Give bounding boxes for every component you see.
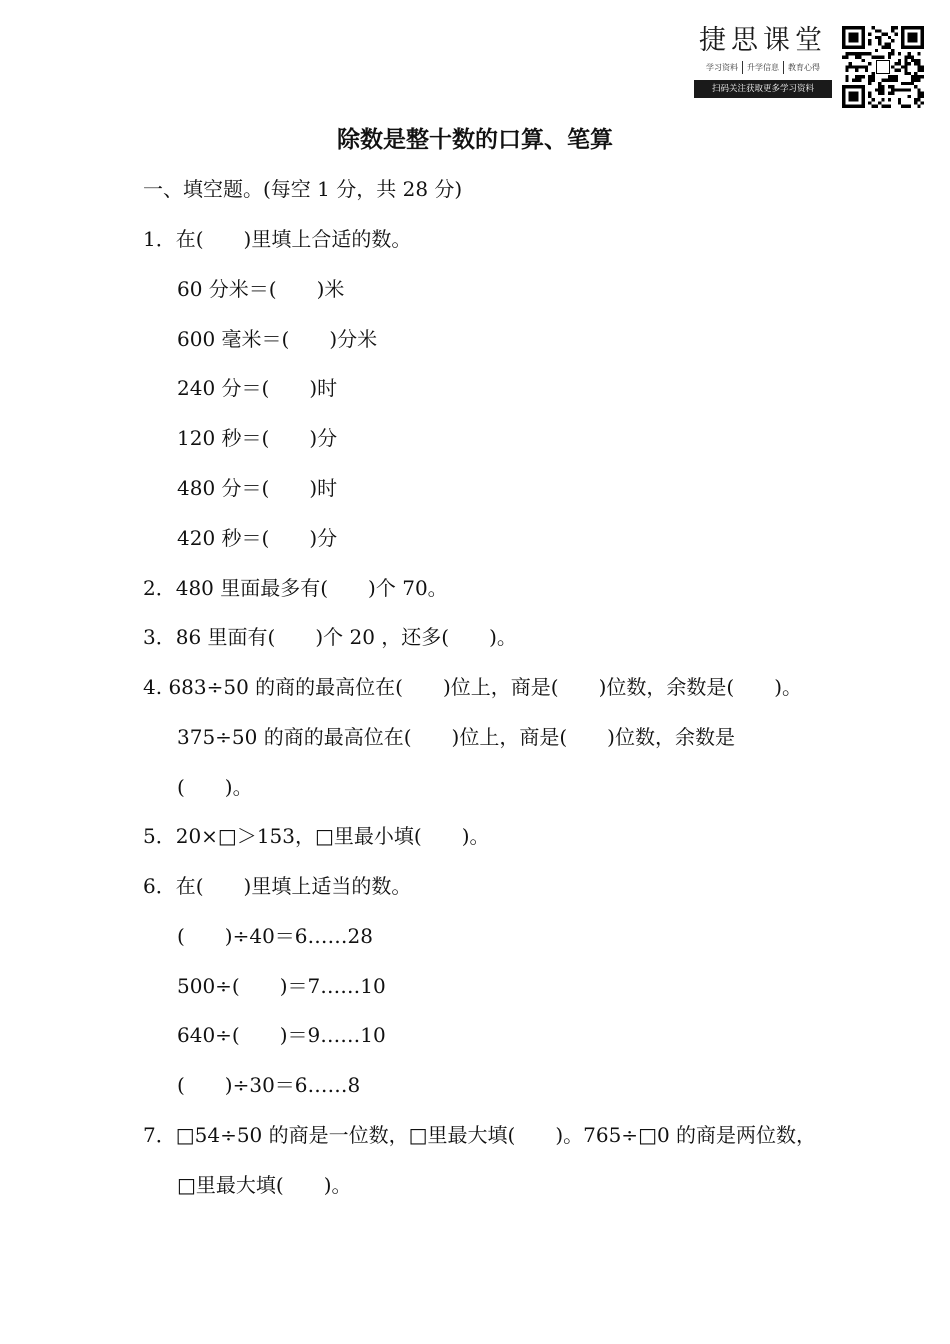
question-text: 3．86 里面有( )个 20 ，还多( )。 [143, 625, 517, 649]
question-text: ( )÷30＝6……8 [177, 1073, 361, 1097]
question-text: 480 分＝( )时 [177, 476, 338, 500]
brand-tag: 升学信息 [747, 62, 779, 72]
brand-tag: 教育心得 [788, 62, 820, 72]
question-text: 4. 683÷50 的商的最高位在( )位上，商是( )位数，余数是( )。 [143, 675, 802, 699]
question-text: 420 秒＝( )分 [177, 526, 338, 550]
question-text: 500÷( )＝7……10 [177, 974, 386, 998]
question-text: 640÷( )＝9……10 [177, 1023, 386, 1047]
brand-tags [694, 61, 832, 74]
question-text: 6．在( )里填上适当的数。 [143, 874, 412, 898]
section-heading: 一、填空题。(每空 1 分，共 28 分) [143, 177, 463, 201]
question-text: 60 分米＝( )米 [177, 277, 345, 301]
brand-tag: 学习资料 [706, 62, 738, 72]
question-text: ( )÷40＝6……28 [177, 924, 373, 948]
question-text: 5．20×□＞153，□里最小填( )。 [143, 824, 490, 848]
brand-name: 捷思课堂 [699, 25, 827, 56]
qr-code-icon [842, 26, 924, 108]
page-title: 除数是整十数的口算、笔算 [337, 127, 613, 153]
question-text: 240 分＝( )时 [177, 376, 338, 400]
question-text: 7．□54÷50 的商是一位数，□里最大填( )。765÷□0 的商是两位数， [143, 1123, 817, 1147]
question-text: 375÷50 的商的最高位在( )位上，商是( )位数，余数是 [177, 725, 735, 749]
brand-bar: 扫码关注获取更多学习资料 [694, 80, 832, 98]
question-text: 1．在( )里填上合适的数。 [143, 227, 412, 251]
question-text: 600 毫米＝( )分米 [177, 327, 378, 351]
brand-logo [694, 24, 832, 98]
question-text: □里最大填( )。 [177, 1173, 352, 1197]
question-text: 2．480 里面最多有( )个 70。 [143, 576, 448, 600]
question-text: ( )。 [177, 775, 253, 799]
question-text: 120 秒＝( )分 [177, 426, 338, 450]
